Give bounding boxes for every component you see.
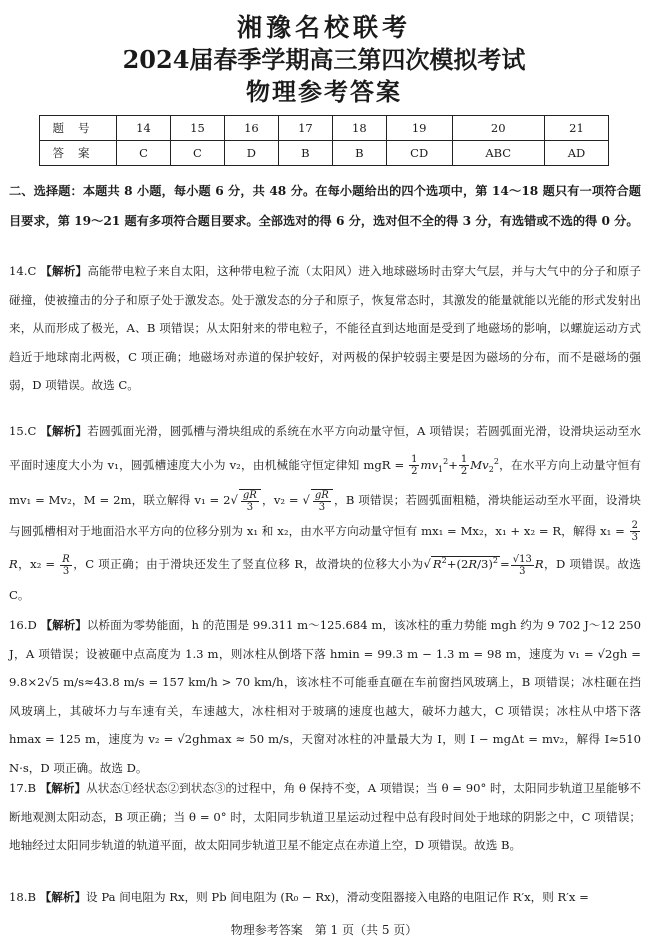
solution-text: 从状态①经状态②到状态③的过程中，角 θ 保持不变，A 项错误；当 θ = 90° 时，太阳同步轨道卫星能够不断地观测太阳动态，B 项正确；当 θ = 0° 时，太阳同步轨道卫星运动过程中总有段时间处于地球的阴影之中，C 项错误；地轴经过太阳同步轨道的轨道平面，故太阳同步轨道卫星不能定点在赤道上空，D 项错误。故选 B。 <box>9 781 641 853</box>
analysis-tag: 【解析】 <box>40 424 88 438</box>
table-cell: 15 <box>170 116 224 141</box>
solution-text: ，在水平方向上动量守恒有 mv₁ = Mv₂，M = 2m，联立解得 v₁ = 2 <box>9 457 641 508</box>
solution-text: ，x₂ = <box>17 557 60 572</box>
fraction: $\frac{gR}{3}$ <box>311 489 333 513</box>
fraction: $\frac{1}{2}$ <box>411 453 418 477</box>
table-cell: 19 <box>386 116 452 141</box>
table-cell: 14 <box>117 116 171 141</box>
question-label: 14.C <box>9 264 37 278</box>
analysis-tag: 【解析】 <box>40 618 87 632</box>
table-cell: 21 <box>544 116 608 141</box>
table-cell: 17 <box>278 116 332 141</box>
question-18-solution <box>9 883 641 912</box>
table-cell: CD <box>386 141 452 166</box>
question-14-solution <box>9 257 641 400</box>
table-cell: 18 <box>332 116 386 141</box>
table-cell: 20 <box>452 116 544 141</box>
question-label: 16.D <box>9 618 37 632</box>
table-cell: 16 <box>224 116 278 141</box>
question-17-solution <box>9 774 641 860</box>
section-heading: 二、选择题：本题共 8 小题，每小题 6 分，共 48 分。在每小题给出的四个选项中，第 14～18 题只有一项符合题目要求，第 19～21 题有多项符合题目要求。全部选对的得 6 分，选对但不全的得 3 分，有选错或不选的得 0 分。 <box>9 184 641 228</box>
row-label: 题号 <box>40 116 117 141</box>
solution-text: ，C 项正确；由于滑块还发生了竖直位移 R，故滑块的位移大小为 <box>72 557 424 572</box>
exam-title: 2024届春季学期高三第四次模拟考试 <box>122 45 526 74</box>
question-15-solution: 15.C 【解析】若圆弧面光滑，圆弧槽与滑块组成的系统在水平方向动量守恒，A 项错误；若圆弧面光滑，设滑块运动至水平面时速度大小为 v₁，圆弧槽速度大小为 v₂，由机械能守恒定律知 mgR = $\frac{1}{2}$ $mv_1^2+$ $\frac{1}{2}$ $Mv_2^2$，在水平方向上动量守恒有 mv₁ = Mv₂，M = 2m，联立解得 v₁ = 2√ $\frac{gR}{3}$ ，v₂ = √ $\frac{gR}{3}$ ，B 项错误；若圆弧面粗糙，滑块能运动至水平面，设滑块与圆弧槽相对于地面沿水平方向的位移分别为 x₁ 和 x₂，由水平方向动量守恒有 mx₁ = Mx₂，x₁ + x₂ = R，解得 x₁ = $\frac{2}{3}$ R，x₂ = $\frac{R}{3}$ ，C 项正确；由于滑块还发生了竖直位移 R，故滑块的位移大小为√ $R^2+(2R/3)^2$ = $\frac{√13}{3}$ R，D 项错误。故选 C。 <box>9 424 641 602</box>
fraction: $\frac{1}{2}$ <box>460 453 468 477</box>
row-label: 答案 <box>40 141 117 166</box>
fraction: $\frac{2}{3}$ <box>631 520 638 544</box>
analysis-tag: 【解析】 <box>39 781 87 795</box>
solution-text: ，B 项错误；若圆弧面粗糙，滑块能运动至水平面，设滑块与圆弧槽相对于地面沿水平方向的位移分别为 x₁ 和 x₂，由水平方向动量守恒有 mx₁ = Mx₂，x₁ + x₂ = R，解得 x₁ = <box>9 493 641 538</box>
table-cell: B <box>332 141 386 166</box>
solution-text: ，D 项错误。故选 C。 <box>9 557 641 602</box>
question-label: 15.C <box>9 424 37 438</box>
table-cell: D <box>224 141 278 166</box>
solution-text: ，v₂ = <box>261 493 303 508</box>
fraction: $\frac{gR}{3}$ <box>239 489 261 513</box>
fraction: $\frac{R}{3}$ <box>62 553 70 577</box>
table-cell: AD <box>544 141 608 166</box>
solution-text: 若圆弧面光滑，圆弧槽与滑块组成的系统在水平方向动量守恒，A 项错误；若圆弧面光滑，设滑块运动至水平面时速度大小为 v₁，圆弧槽速度大小为 v₂，由机械能守恒定律知 mgR = <box>9 424 641 472</box>
section-instructions <box>9 176 641 236</box>
table-cell: C <box>170 141 224 166</box>
fraction: $\frac{√13}{3}$ <box>512 553 532 577</box>
table-cell: C <box>117 141 171 166</box>
solution-text: 设 Pa 间电阻为 Rx，则 Pb 间电阻为 (R₀ − Rx)，滑动变阻器接入电路的电阻记作 R′x，则 R′x = <box>86 890 589 904</box>
page-footer: 物理参考答案 第 1 页（共 5 页） <box>230 923 418 937</box>
analysis-tag: 【解析】 <box>40 264 88 278</box>
solution-text: 以桥面为零势能面，h 的范围是 99.311 m～125.684 m，该冰柱的重力势能 mgh 约为 9 702 J～12 250 J，A 项错误；设被砸中点高度为 1.3 m，则冰柱从倒塔下落 hmin = 99.3 m − 1.3 m = 98 m，速度为 v₁ = √2gh = 9.8×2√5 m/s≈43.8 m/s = 157 km/h > 70 km/h，该冰柱不可能垂直砸在车前窗挡风玻璃上，B 项错误；冰柱砸在挡风玻璃上，其破坏力与车速有关，车速越大，冰柱相对于玻璃的速度也越大，破坏力越大，C 项错误；冰柱从中塔下落 hmax = 125 m，速度为 v₂ = √2ghmax ≈ 50 m/s，天窗对冰柱的冲量最大为 I，则 I − mgΔt = mv₂，解得 I≈510 N·s，D 项正确。故选 D。 <box>9 618 641 775</box>
answer-table <box>39 115 609 166</box>
school-union-title: 湘豫名校联考 <box>236 13 411 42</box>
answer-row <box>40 141 609 166</box>
analysis-tag: 【解析】 <box>39 890 87 904</box>
question-number-row <box>40 116 609 141</box>
question-label: 18.B <box>9 890 36 904</box>
answer-key-title: 物理参考答案 <box>246 77 402 106</box>
question-16-solution <box>9 611 641 783</box>
question-label: 17.B <box>9 781 36 795</box>
solution-text: 高能带电粒子来自太阳，这种带电粒子流（太阳风）进入地球磁场时击穿大气层，并与大气中的分子和原子碰撞，使被撞击的分子和原子处于激发态。处于激发态的分子和原子，恢复常态时，其激发的能量就能以光能的形式发射出来，从而形成了极光，A、B 项错误；从太阳射来的带电粒子，不能径直到达地面是受到了地磁场的影响，以螺旋运动方式趋近于地球南北两极，C 项正确；地磁场对赤道的保护较好，对两极的保护较弱主要是因为磁场的分布，而不是磁场的强弱，D 项错误。故选 C。 <box>9 264 641 393</box>
table-cell: ABC <box>452 141 544 166</box>
table-cell: B <box>278 141 332 166</box>
